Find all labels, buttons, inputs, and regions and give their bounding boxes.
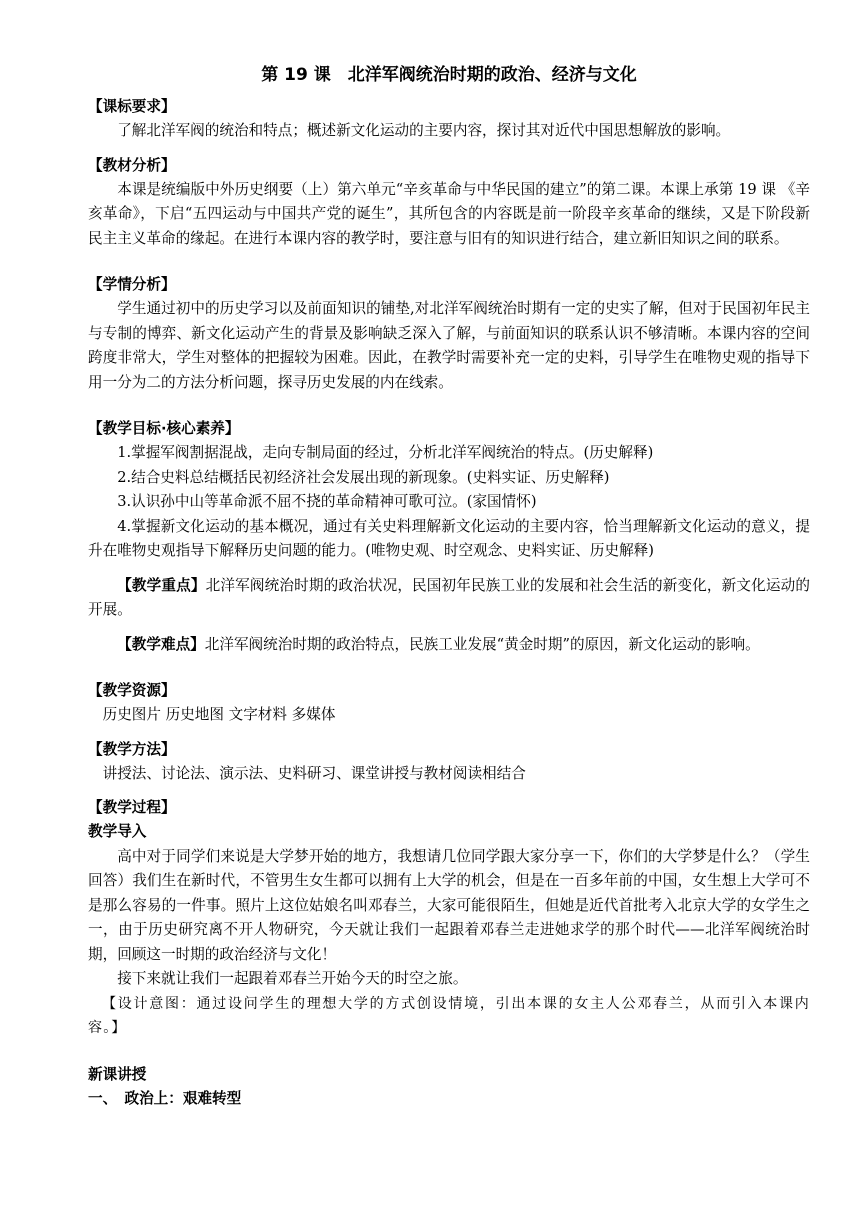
intro-text: 高中对于同学们来说是大学梦开始的地方，我想请几位同学跟大家分享一下，你们的大学梦是什么？（学生回答）我们生在新时代，不管男生女生都可以拥有上大学的机会，但是在一百多年前的中国，女生想上大学可不是那么容易的一件事。照片上这位姑娘名叫邓春兰，大家可能很陌生，但她是近代首批考入北京大学的女学生之一，由于历史研究离不开人物研究，今天就让我们一起跟着邓春兰走进她求学的那个时代——北洋军阀统治时期，回顾这一时期的政治经济与文化！	[88, 847, 810, 963]
difficulties	[88, 633, 810, 658]
key-points-heading: 【教学重点】	[117, 576, 206, 594]
methods-heading: 【教学方法】	[88, 740, 176, 758]
process-heading: 【教学过程】	[88, 799, 176, 816]
curriculum-text: 了解北洋军阀的统治和特点；概述新文化运动的主要内容，探讨其对近代中国思想解放的影响。	[117, 122, 731, 139]
students-heading: 【学情分析】	[88, 276, 176, 293]
key-points-text: 北洋军阀统治时期的政治状况，民国初年民族工业的发展和社会生活的新变化，新文化运动的开展。	[88, 576, 810, 618]
lesson-title: 第 19 课 北洋军阀统治时期的政治、经济与文化	[261, 65, 637, 85]
difficulties-heading: 【教学难点】	[117, 635, 205, 653]
new-lesson-heading: 新课讲授	[88, 1065, 147, 1083]
key-points	[88, 574, 810, 623]
intro-heading: 教学导入	[88, 823, 147, 840]
difficulties-text: 北洋军阀统治时期的政治特点，民族工业发展“黄金时期”的原因，新文化运动的影响。	[204, 635, 760, 653]
goal-item: 2.结合史料总结概括民初经济社会发展出现的新现象。(史料实证、历史解释)	[117, 468, 610, 486]
intro-text-2: 接下来就让我们一起跟着邓春兰开始今天的时空之旅。	[117, 970, 468, 987]
document-page	[88, 62, 810, 1112]
textbook-text: 本课是统编版中外历史纲要（上）第六单元“辛亥革命与中华民国的建立”的第二课。本课上承第 19 课 《辛亥革命》，下启“五四运动与中国共产党的诞生”，其所包含的内容既是前一阶段辛亥革命的继续，又是下阶段新民主主义革命的缘起。在进行本课内容的教学时，要注意与旧有的知识进行结合，建立新旧知识之间的联系。	[88, 180, 810, 247]
goal-item: 1.掌握军阀割据混战，走向专制局面的经过，分析北洋军阀统治的特点。(历史解释)	[117, 444, 654, 461]
methods-text: 讲授法、讨论法、演示法、史料研习、课堂讲授与教材阅读相结合	[102, 764, 526, 782]
students-text: 学生通过初中的历史学习以及前面知识的铺垫,对北洋军阀统治时期有一定的史实了解，但对于民国初年民主与专制的博弈、新文化运动产生的背景及影响缺乏深入了解，与前面知识的联系认识不够清晰。本课内容的空间跨度非常大，学生对整体的把握较为困难。因此，在教学时需要补充一定的史料，引导学生在唯物史观的指导下用一分为二的方法分析问题，探寻历史发展的内在线索。	[88, 300, 810, 391]
resources-text: 历史图片 历史地图 文字材料 多媒体	[102, 706, 336, 723]
goals-heading: 【教学目标·核心素养】	[88, 420, 240, 437]
section-1-heading: 一、 政治上：艰难转型	[88, 1090, 242, 1107]
goal-item: 4.掌握新文化运动的基本概况，通过有关史料理解新文化运动的主要内容，恰当理解新文化运动的意义，提升在唯物史观指导下解释历史问题的能力。(唯物史观、时空观念、史料实证、历史解释)	[88, 517, 810, 559]
design-note: 【设计意图：通过设问学生的理想大学的方式创设情境，引出本课的女主人公邓春兰，从而引入本课内容。】	[88, 995, 810, 1036]
resources-heading: 【教学资源】	[88, 682, 176, 699]
goal-item: 3.认识孙中山等革命派不屈不挠的革命精神可歌可泣。(家国情怀)	[117, 493, 537, 510]
textbook-heading: 【教材分析】	[88, 156, 176, 174]
curriculum-heading: 【课标要求】	[88, 98, 176, 115]
